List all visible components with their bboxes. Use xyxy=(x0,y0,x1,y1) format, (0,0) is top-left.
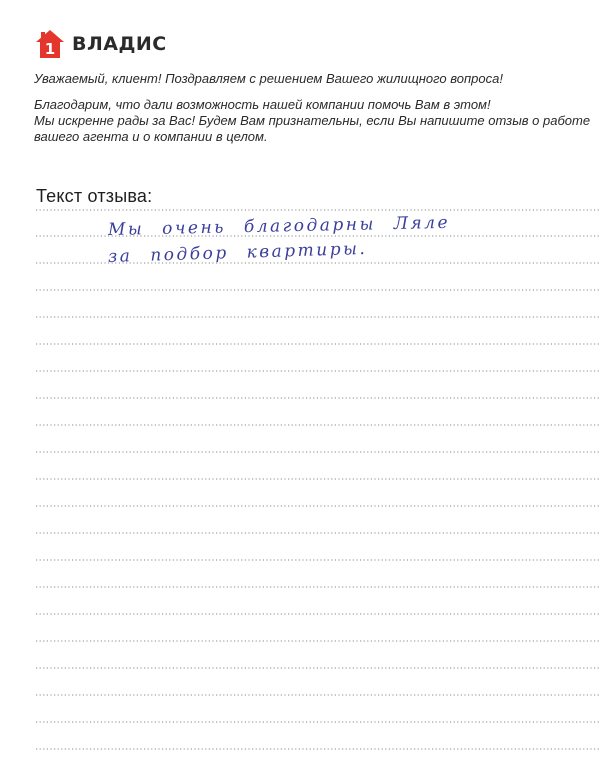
review-heading: Текст отзыва: xyxy=(36,186,153,206)
handwritten-review-line: за подбор квартиры. xyxy=(107,238,368,267)
brand-name: ВЛАДИС xyxy=(72,33,167,55)
handwritten-review-line: Мы очень благодарны Ляле xyxy=(107,212,451,240)
request-line: Мы искренне рады за Вас! Будем Вам признательны, если Вы напишите отзыв о работе xyxy=(34,113,591,128)
request-line-continued: вашего агента и о компании в целом. xyxy=(34,129,268,144)
logo-digit: 1 xyxy=(44,40,56,58)
thanks-line: Благодарим, что дали возможность нашей компании помочь Вам в этом! xyxy=(34,97,491,112)
greeting-line: Уважаемый, клиент! Поздравляем с решением Вашего жилищного вопроса! xyxy=(34,71,503,86)
